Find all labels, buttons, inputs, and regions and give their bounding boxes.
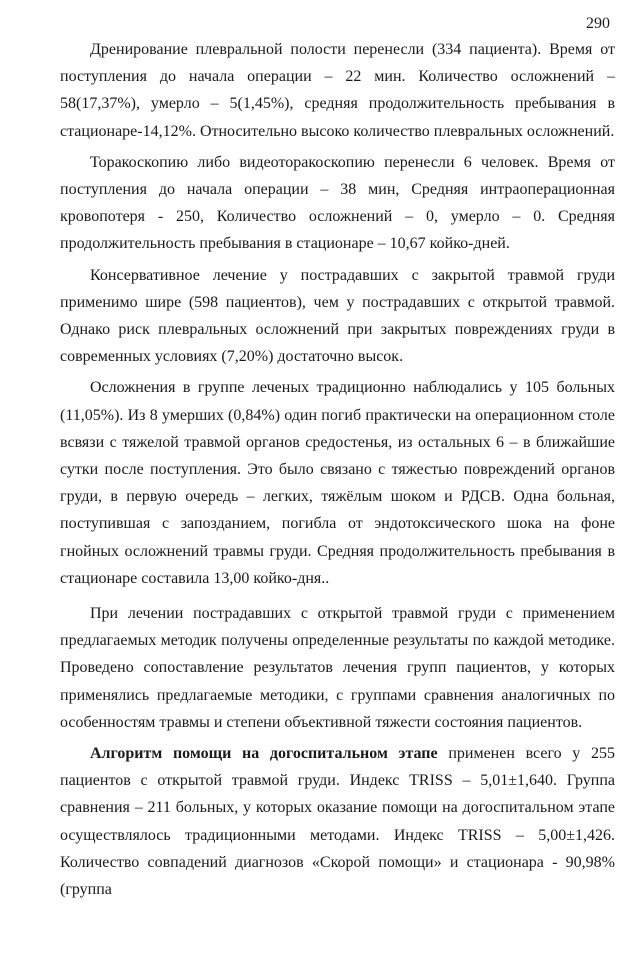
paragraph-complications: Осложнения в группе леченых традиционно наблюдались у 105 больных (11,05%). Из 8 умерших (0,84%) один погиб практически на операционном столе всвязи с тяжелой травмой органов средостенья, из остальных 6 – в ближайшие сутки после поступления. Это было связано с тяжестью повреждений органов груди, в первую очередь – легких, тяжёлым шоком и РДСВ. Одна больная, поступившая с запозданием, погибла от эндотоксического шока на фоне гнойных осложнений травмы груди. Средняя продолжительность пребывания в стационаре составила 13,00 койко-дня.. (60, 379, 615, 587)
prehospital-algorithm-heading: Алгоритм помощи на догоспитальном этапе (90, 745, 438, 763)
paragraph-methods-comparison: При лечении пострадавших с открытой травмой груди с применением предлагаемых методик получены определенные результаты по каждой методике. Проведено сопоставление результатов лечения групп пациентов, у которых применялись предлагаемые методики, с группами сравнения аналогичных по особенностям травмы и степени объективной тяжести состояния пациентов. (60, 605, 615, 731)
body-text (60, 36, 615, 907)
paragraph-prehospital-algorithm (60, 740, 615, 903)
paragraph-drainage: Дренирование плевральной полости перенесли (334 пациента). Время от поступления до начала операции – 22 мин. Количество осложнений – 58(17,37%), умерло – 5(1,45%), средняя продолжительность пребывания в стационаре-14,12%. Относительно высоко количество плевральных осложнений. (60, 41, 615, 140)
prehospital-algorithm-text: применен всего у 255 пациентов с открытой травмой груди. Индекс TRISS – 5,01±1,640. Группа сравнения – 211 больных, у которых оказание помощи на догоспитальном этапе осуществлялось традиционными методами. Индекс TRISS – 5,00±1,426. Количество совпадений диагнозов «Скорой помощи» и стационара - 90,98%(группа (60, 745, 615, 899)
page-number: 290 (586, 15, 610, 32)
paragraph-thoracoscopy: Торакоскопию либо видеоторакоскопию перенесли 6 человек. Время от поступления до начала операции – 38 мин, Средняя интраоперационная кровопотеря - 250, Количество осложнений – 0, умерло – 0. Средняя продолжительность пребывания в стационаре – 10,67 койко-дней. (60, 153, 615, 253)
paragraph-conservative-treatment: Консервативное лечение у пострадавших с закрытой травмой груди применимо шире (598 пациентов), чем у пострадавших с открытой травмой. Однако риск плевральных осложнений при закрытых повреждениях груди в современных условиях (7,20%) достаточно высок. (60, 266, 615, 366)
